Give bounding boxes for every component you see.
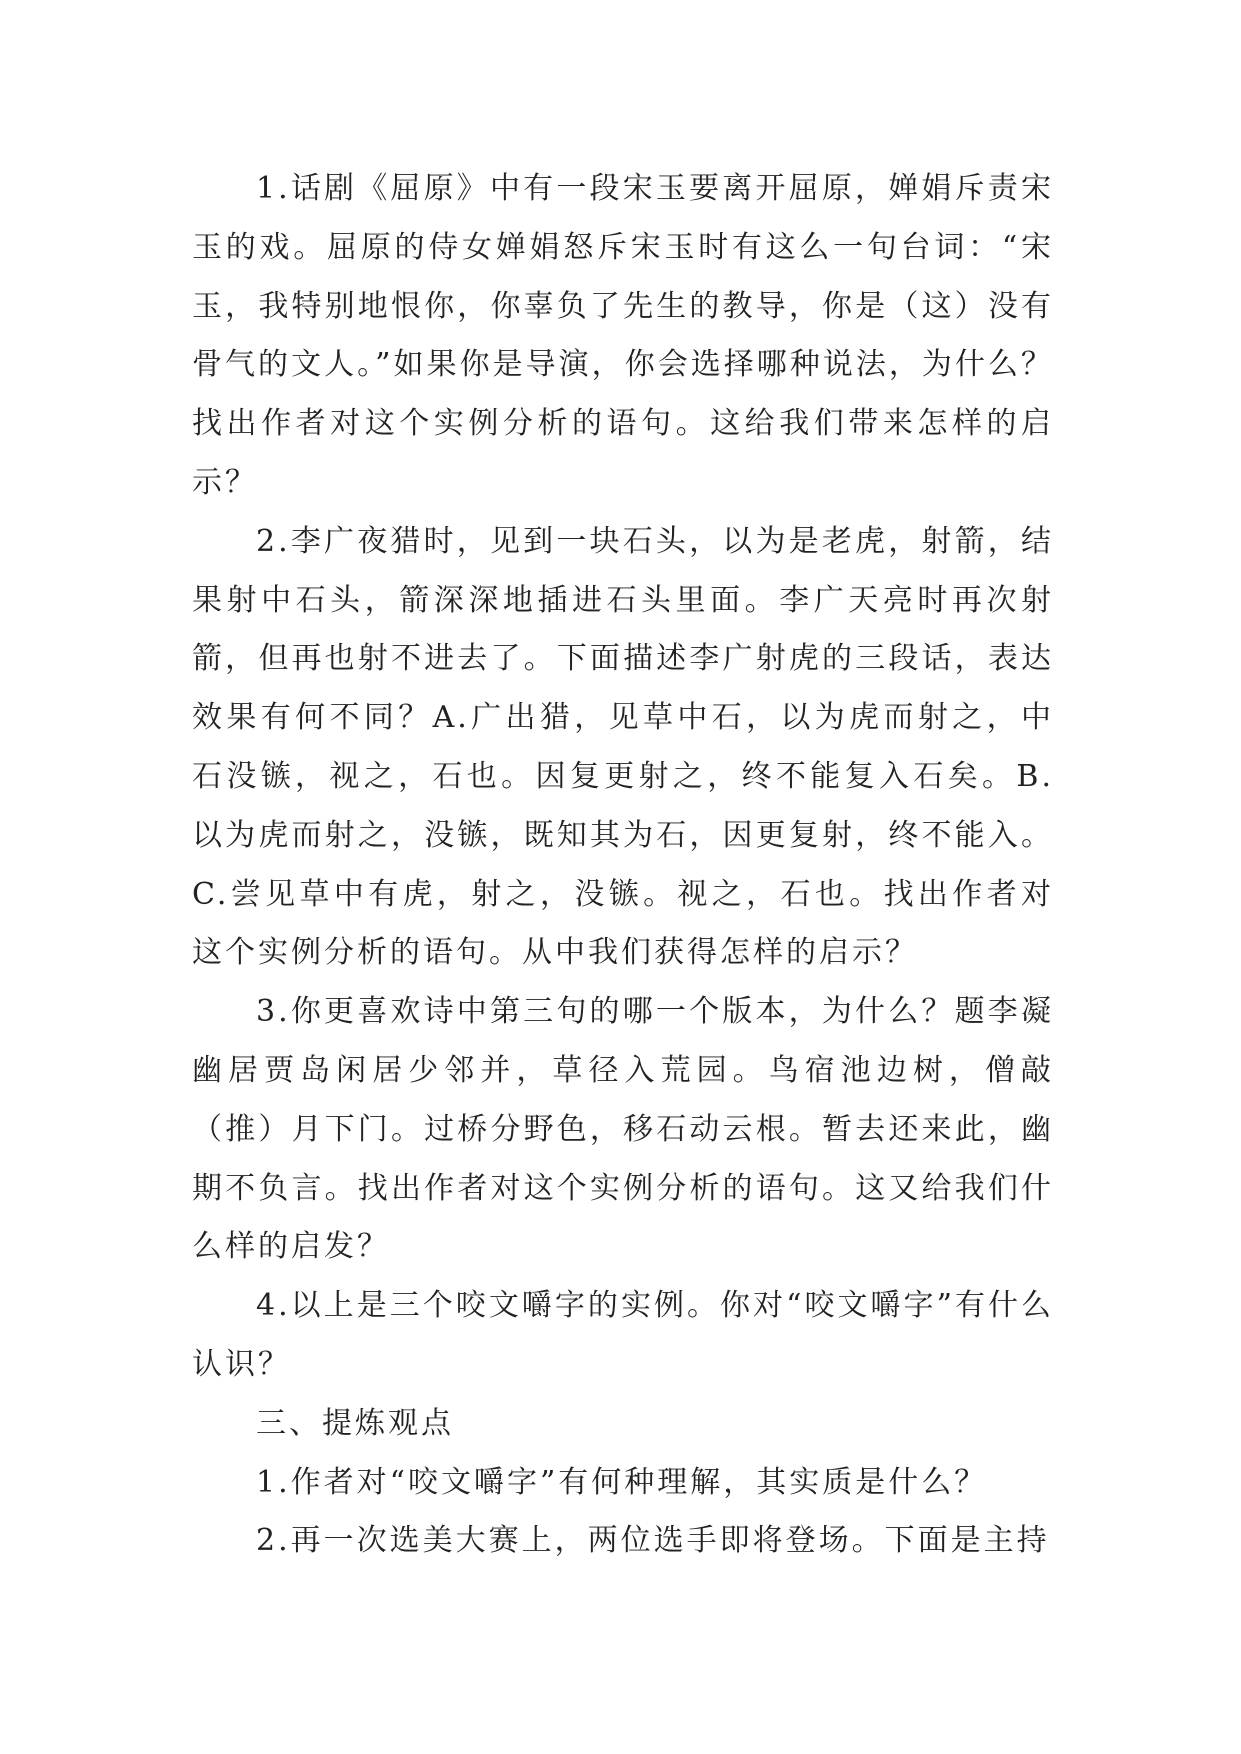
question-2-paragraph: 2.李广夜猎时，见到一块石头，以为是老虎，射箭，结果射中石头，箭深深地插进石头里面。李广天亮时再次射箭，但再也射不进去了。下面描述李广射虎的三段话，表达效果有何不同？A.广出猎，见草中石，以为虎而射之，中石没镞，视之，石也。因复更射之，终不能复入石矣。B.以为虎而射之，没镞，既知其为石，因更复射，终不能入。C.尝见草中有虎，射之，没镞。视之，石也。找出作者对这个实例分析的语句。从中我们获得怎样的启示？ — [192, 523, 1054, 971]
document-body — [192, 160, 1054, 1571]
section-question-2-paragraph: 2.再一次选美大赛上，两位选手即将登场。下面是主持 — [256, 1523, 1050, 1559]
section-question-1-paragraph: 1.作者对“咬文嚼字”有何种理解，其实质是什么？ — [256, 1464, 988, 1500]
question-1-paragraph: 1.话剧《屈原》中有一段宋玉要离开屈原，婵娟斥责宋玉的戏。屈原的侍女婵娟怒斥宋玉时有这么一句台词：“宋玉，我特别地恨你，你辜负了先生的教导，你是（这）没有骨气的文人。”如果你是导演，你会选择哪种说法，为什么？找出作者对这个实例分析的语句。这给我们带来怎样的启示？ — [192, 171, 1054, 500]
question-4-paragraph: 4.以上是三个咬文嚼字的实例。你对“咬文嚼字”有什么认识？ — [192, 1288, 1054, 1382]
section-heading: 三、提炼观点 — [256, 1405, 454, 1441]
question-3-paragraph: 3.你更喜欢诗中第三句的哪一个版本，为什么？题李凝幽居贾岛闲居少邻并，草径入荒园。鸟宿池边树，僧敲（推）月下门。过桥分野色，移石动云根。暂去还来此，幽期不负言。找出作者对这个实例分析的语句。这又给我们什么样的启发？ — [192, 994, 1054, 1265]
